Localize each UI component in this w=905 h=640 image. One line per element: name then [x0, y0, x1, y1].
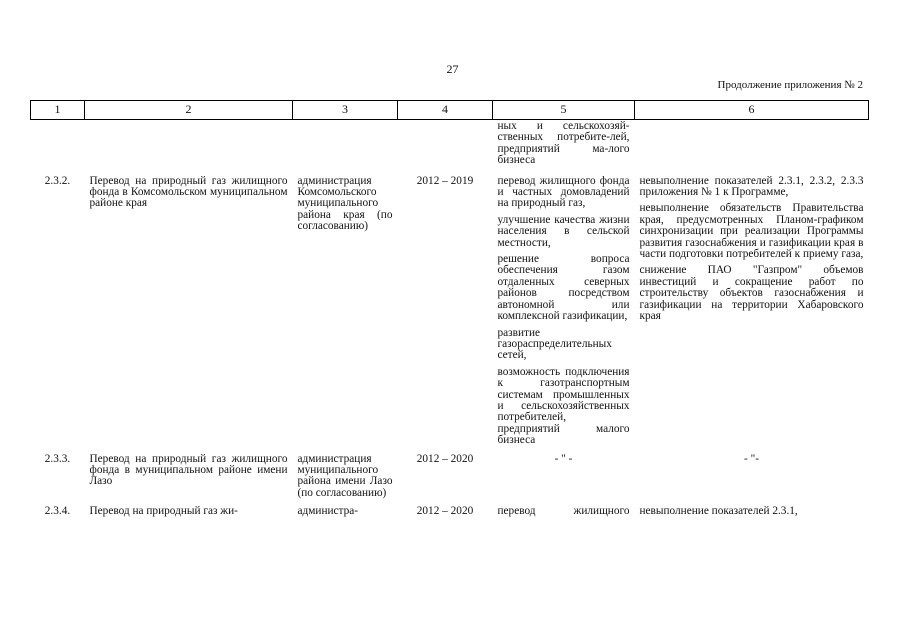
column-header: 5: [493, 101, 635, 120]
risks-ditto: - "-: [744, 452, 759, 465]
implementation-years: 2012 – 2019: [416, 174, 474, 187]
expected-result: улучшение качества жизни населения в сельской местности,: [497, 213, 630, 249]
item-number: 2.3.2.: [44, 174, 71, 187]
expected-result: перевод жилищного фонда и частных домовладений на природный газ,: [497, 174, 630, 210]
implementation-years: 2012 – 2020: [416, 452, 474, 465]
responsible-executor: администрация Комсомольского муниципального района края (по согласованию): [297, 174, 393, 233]
risk-item: невыполнение показателей 2.3.1,: [639, 505, 798, 518]
table-row-continuation: [31, 120, 869, 173]
column-header: 1: [31, 101, 85, 120]
implementation-years: 2012 – 2020: [416, 505, 474, 518]
expected-result: возможность подключения к газотранспортным системам промышленных и сельскохозяйственных потребителей, предприятий малого бизнеса: [497, 365, 630, 447]
measure-name: Перевод на природный газ жилищного фонда в Комсомольском муниципальном районе края: [89, 174, 288, 210]
item-number: 2.3.3.: [44, 452, 71, 465]
measure-name: Перевод на природный газ жи-: [89, 505, 238, 518]
expected-results-ditto: - " -: [554, 452, 573, 465]
table-row: [31, 173, 869, 453]
page-number: 27: [446, 62, 459, 76]
expected-result: перевод жилищного: [497, 505, 630, 518]
item-number: 2.3.4.: [44, 505, 71, 518]
expected-results-cell: [493, 173, 635, 453]
responsible-executor: администра-: [297, 505, 359, 518]
table-row: [31, 453, 869, 506]
responsible-executor: администрация муниципального района имени Лазо (по согласованию): [297, 452, 393, 499]
risks-cell: [635, 173, 869, 453]
column-header: 4: [398, 101, 493, 120]
column-number-header: [31, 101, 869, 120]
risk-item: снижение ПАО "Газпром" объемов инвестиций и сокращение работ по строительству объектов газоснабжения и газификации на территории Хабаровского края: [639, 264, 864, 323]
risk-item: невыполнение обязательств Правительства края, предусмотренных Планом-графиком синхронизации при реализации Программы развития газоснабжения и газификации края в части подготовки потребителей к приему газа,: [639, 202, 864, 261]
column-header: 6: [635, 101, 869, 120]
appendix-continuation-note: Продолжение приложения № 2: [717, 79, 863, 91]
risk-item: невыполнение показателей 2.3.1, 2.3.2, 2.3.3 приложения № 1 к Программе,: [639, 174, 864, 199]
program-table: [30, 100, 869, 518]
measure-name: Перевод на природный газ жилищного фонда в муниципальном районе имени Лазо: [89, 452, 288, 488]
results-cell: ных и сельскохозяй-ственных потребите-лей, предприятий ма-лого бизнеса: [497, 120, 630, 167]
column-header: 2: [85, 101, 293, 120]
expected-result: решение вопроса обеспечения газом отдаленных северных районов посредством автономной или комплексной газификации,: [497, 253, 630, 323]
table-row: [31, 505, 869, 517]
column-header: 3: [293, 101, 398, 120]
expected-result: развитие газораспределительных сетей,: [497, 326, 612, 362]
